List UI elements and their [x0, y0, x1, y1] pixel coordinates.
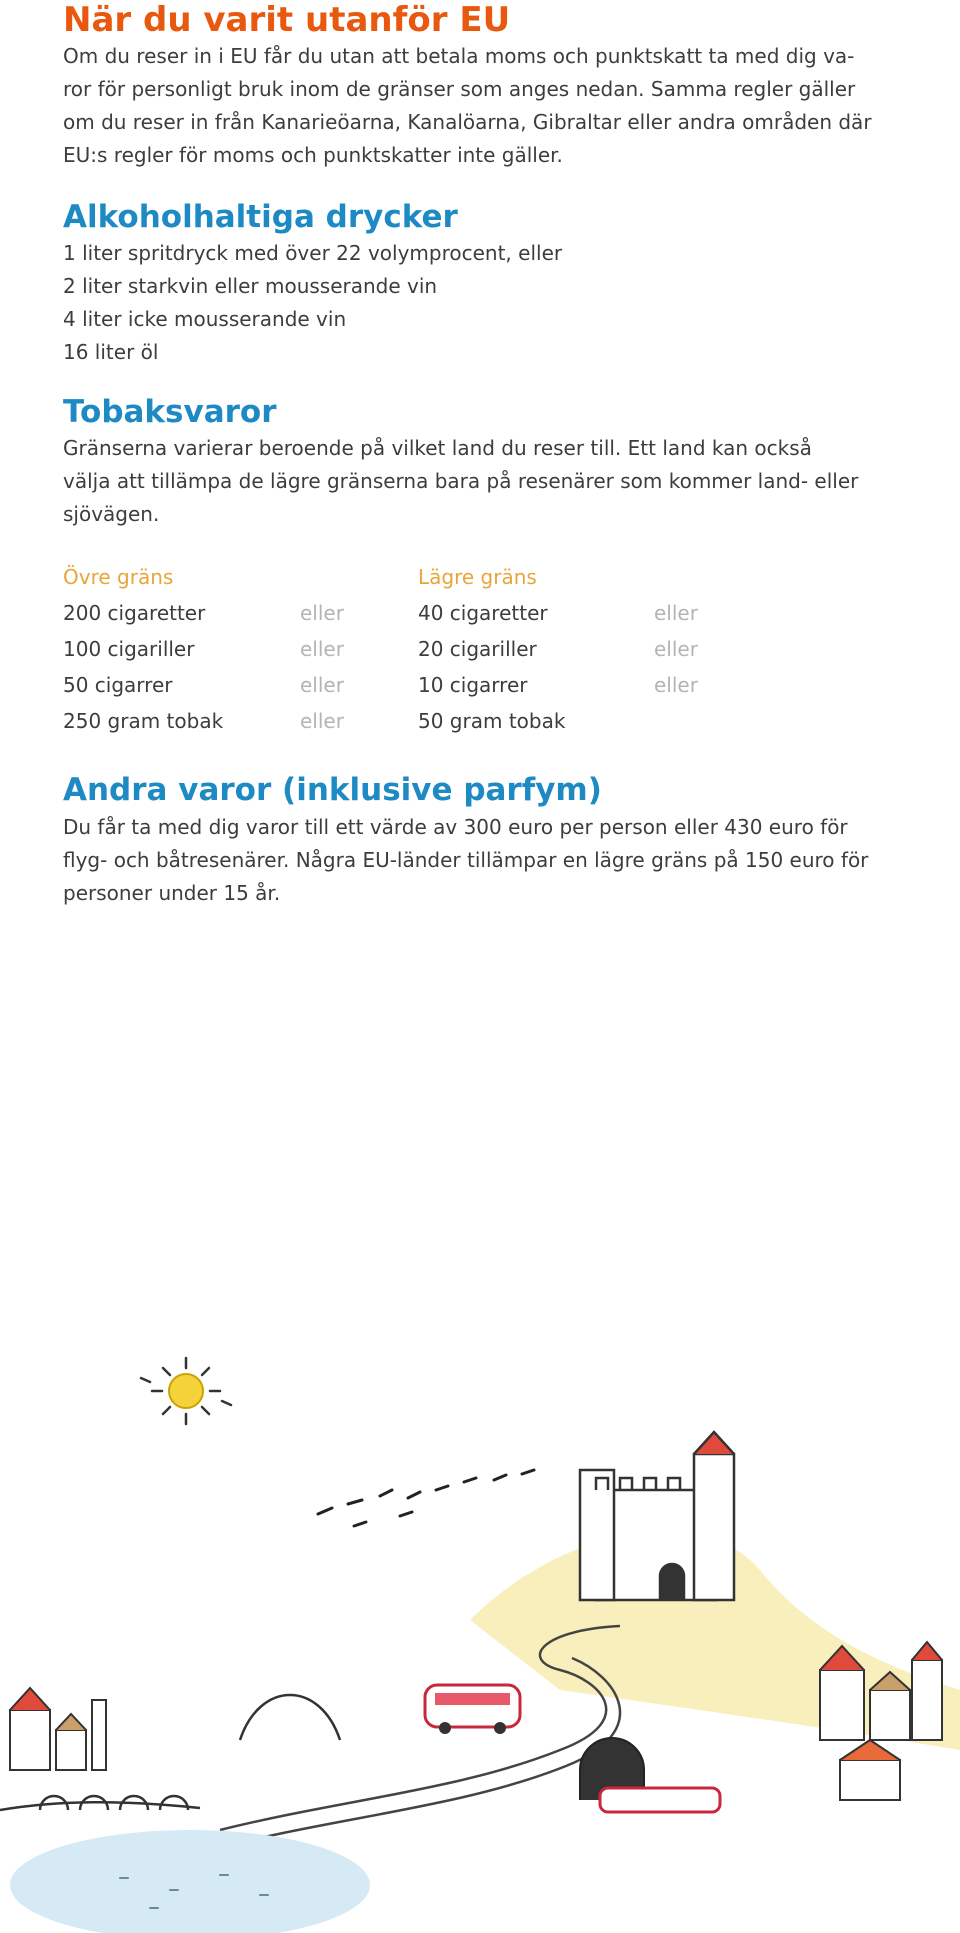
- text-line: personer under 15 år.: [63, 881, 281, 905]
- lower-limit-item: 50 gram tobak: [418, 709, 566, 733]
- text-line: välja att tillämpa de lägre gränserna bara på resenärer som kommer land- eller: [63, 469, 859, 493]
- list-item: 1 liter spritdryck med över 22 volymprocent, eller: [63, 241, 563, 265]
- connector-word: eller: [300, 637, 344, 661]
- text-line: EU:s regler för moms och punktskatter inte gäller.: [63, 143, 563, 167]
- lower-limit-item: 20 cigariller: [418, 637, 537, 661]
- birds-sketch: [318, 1470, 534, 1526]
- connector-word: eller: [300, 601, 344, 625]
- bus-sketch: [425, 1685, 520, 1734]
- upper-limit-header: Övre gräns: [63, 565, 174, 589]
- connector-word: eller: [654, 601, 698, 625]
- text-line: Gränserna varierar beroende på vilket land du reser till. Ett land kan också: [63, 436, 812, 460]
- section-heading-tobacco: Tobaksvaror: [63, 394, 277, 430]
- connector-word: eller: [300, 673, 344, 697]
- text-line: flyg- och båtresenärer. Några EU-länder tillämpar en lägre gräns på 150 euro för: [63, 848, 869, 872]
- intro-paragraph: [63, 40, 913, 172]
- upper-limit-item: 50 cigarrer: [63, 673, 173, 697]
- list-item: 16 liter öl: [63, 340, 159, 364]
- castle-sketch: [580, 1432, 734, 1600]
- other-goods-paragraph: [63, 811, 913, 910]
- town-left-sketch: [10, 1688, 106, 1770]
- connector-word: eller: [654, 673, 698, 697]
- landscape-illustration: [0, 1330, 960, 1933]
- text-line: Du får ta med dig varor till ett värde av 300 euro per person eller 430 euro för: [63, 815, 848, 839]
- tunnel-sketch: [580, 1738, 720, 1812]
- alcohol-list: [63, 237, 913, 369]
- section-heading-other-goods: Andra varor (inklusive parfym): [63, 772, 602, 808]
- connector-word: eller: [300, 709, 344, 733]
- list-item: 2 liter starkvin eller mousserande vin: [63, 274, 438, 298]
- text-line: om du reser in från Kanarieöarna, Kanalöarna, Gibraltar eller andra områden där: [63, 110, 872, 134]
- section-heading-outside-eu: När du varit utanför EU: [63, 0, 511, 40]
- text-line: Om du reser in i EU får du utan att betala moms och punktskatt ta med dig va-: [63, 44, 855, 68]
- lower-limit-item: 10 cigarrer: [418, 673, 528, 697]
- upper-limit-item: 250 gram tobak: [63, 709, 224, 733]
- section-heading-alcohol: Alkoholhaltiga drycker: [63, 199, 458, 235]
- lake-sketch: [10, 1830, 370, 1933]
- sun-icon: [141, 1358, 231, 1424]
- text-line: sjövägen.: [63, 502, 160, 526]
- lower-limit-header: Lägre gräns: [418, 565, 537, 589]
- connector-word: eller: [654, 637, 698, 661]
- tobacco-paragraph: [63, 432, 913, 531]
- list-item: 4 liter icke mousserande vin: [63, 307, 347, 331]
- lower-limit-item: 40 cigaretter: [418, 601, 548, 625]
- upper-limit-item: 100 cigariller: [63, 637, 195, 661]
- upper-limit-item: 200 cigaretter: [63, 601, 206, 625]
- tobacco-limits-table: [63, 559, 913, 739]
- text-line: ror för personligt bruk inom de gränser som anges nedan. Samma regler gäller: [63, 77, 856, 101]
